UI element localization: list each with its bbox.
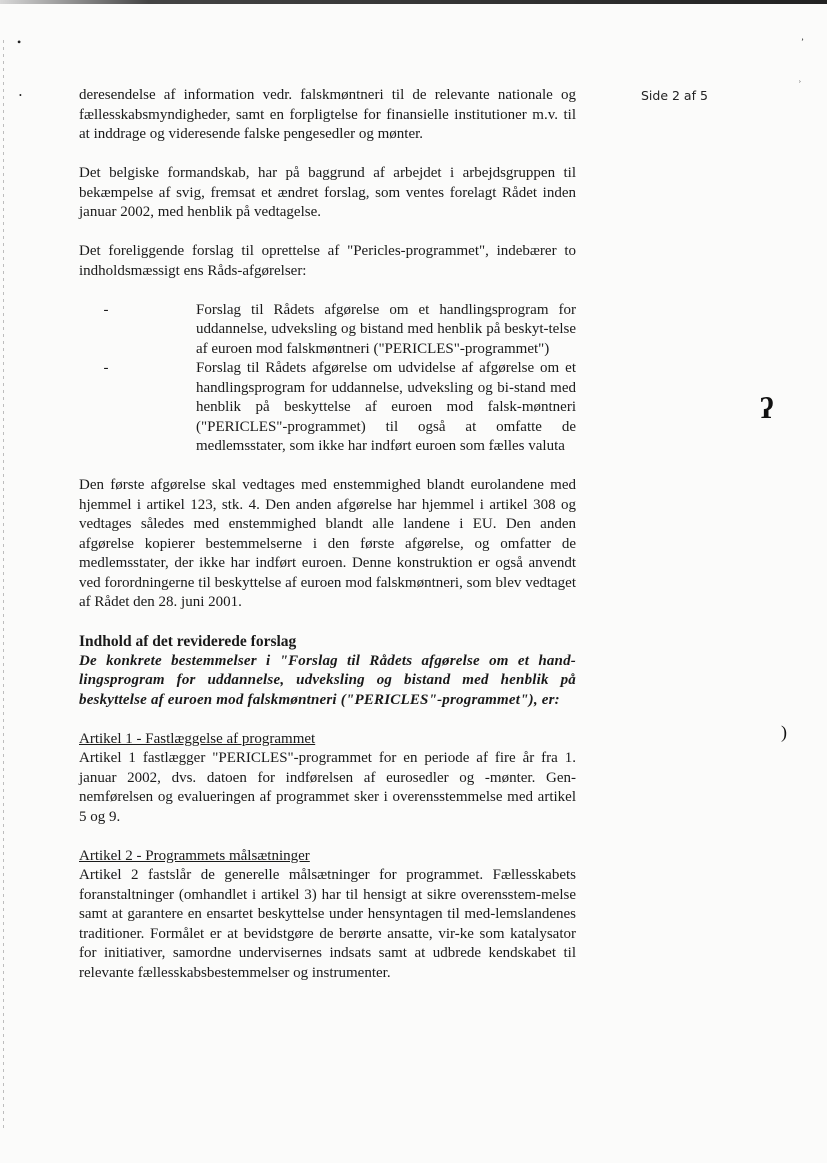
list-item-text: Forslag til Rådets afgørelse om et handlingsprogram for uddannelse, udveksling og bistand med henblik på beskyt-telse af euroen mod falskmøntneri ("PERICLES"-programmet") bbox=[196, 301, 576, 357]
paragraph: deresendelse af information vedr. falskmøntneri til de relevante nationale og fællesskabsmyndigheder, samt en forpligtelse for finansielle institutioner m.v. til at inddrage og videresende falske pengesedler og mønter. bbox=[79, 87, 576, 142]
paragraph: Det foreliggende forslag til oprettelse af "Pericles-programmet", indebærer to indholdsmæssigt ens Råds-afgørelser: bbox=[79, 243, 576, 279]
decision-list bbox=[79, 301, 576, 457]
scan-speck: • bbox=[19, 91, 22, 100]
paragraph: Det belgiske formandskab, har på baggrund af arbejdet i arbejdsgruppen til bekæmpelse af svig, fremsat et ændret forslag, som ventes forelagt Rådet inden januar 2002, med henblik på vedtagelse. bbox=[79, 165, 576, 220]
scan-speck: • bbox=[17, 35, 22, 49]
top-border-line bbox=[0, 0, 827, 4]
article-text: Artikel 2 fastslår de generelle målsætninger for programmet. Fællesskabets foranstaltninger (omhandlet i artikel 3) har til hensigt at sikre overensstem-melse samt at garantere en ensartet beskyttelse under hensyntagen til med-lemslandenes traditioner. Formålet er at bevidstgøre de berørte ansatte, vir-ke som katalysator for initiativer, samordne undervisernes indsats samt at udbrede kendskabet til relevante fællesskabsbestemmelser og instrumenter. bbox=[79, 867, 576, 981]
list-item-text: Forslag til Rådets afgørelse om udvidelse af afgørelse om et handlingsprogram for uddannelse, udveksling og bi-stand med henblik på beskyttelse af euroen mod falsk-møntneri ("PERICLES"-programmet) til også at omfatte de medlemsstater, som ikke har indført euroen som fælles valuta bbox=[196, 360, 576, 454]
article-title: Artikel 2 - Programmets målsætninger bbox=[79, 847, 310, 864]
scan-speck: ʼ bbox=[801, 37, 804, 47]
paragraph: Den første afgørelse skal vedtages med enstemmighed blandt eurolandene med hjemmel i artikel 123, stk. 4. Den anden afgørelse har hjemmel i artikel 308 og vedtages således med enstemmighed blandt alle landene i EU. Den anden afgørelse kopierer bestemmelserne i den første afgørelse, og omfatter de medlemsstater, der ikke har indført euroen. Denne konstruktion er også anvendt ved forordningerne til beskyttelse af euroen mod falskmøntneri, som blev vedtaget af Rådet den 28. juni 2001. bbox=[79, 477, 576, 610]
margin-hook-mark: ʔ bbox=[760, 392, 774, 425]
page-number: Side 2 af 5 bbox=[641, 88, 708, 103]
article-title: Artikel 1 - Fastlæggelse af programmet bbox=[79, 730, 316, 747]
list-item bbox=[79, 301, 576, 360]
document-body bbox=[79, 86, 576, 983]
section-lead: De konkrete bestemmelser i "Forslag til Rådets afgørelse om et hand-lingsprogram for uddannelse, udveksling og bistand med henblik på beskyttelse af euroen mod falskmøntneri ("PERICLES"-programmet"), er: bbox=[79, 652, 576, 708]
list-item bbox=[79, 359, 576, 457]
scan-speck: ʾ bbox=[798, 79, 802, 91]
list-dash: - bbox=[103, 301, 109, 318]
section-heading: Indhold af det reviderede forslag bbox=[79, 633, 297, 650]
left-scan-edge bbox=[3, 40, 4, 1130]
article-text: Artikel 1 fastlægger "PERICLES"-programmet for en periode af fire år fra 1. januar 2002, dvs. datoen for indførelsen af eurosedler og -mønter. Gen-nemførelsen og evalueringen af programmet sker i overensstemmelse med artikel 5 og 9. bbox=[79, 750, 576, 825]
list-dash: - bbox=[103, 360, 109, 376]
margin-bracket-mark: ) bbox=[781, 722, 787, 742]
